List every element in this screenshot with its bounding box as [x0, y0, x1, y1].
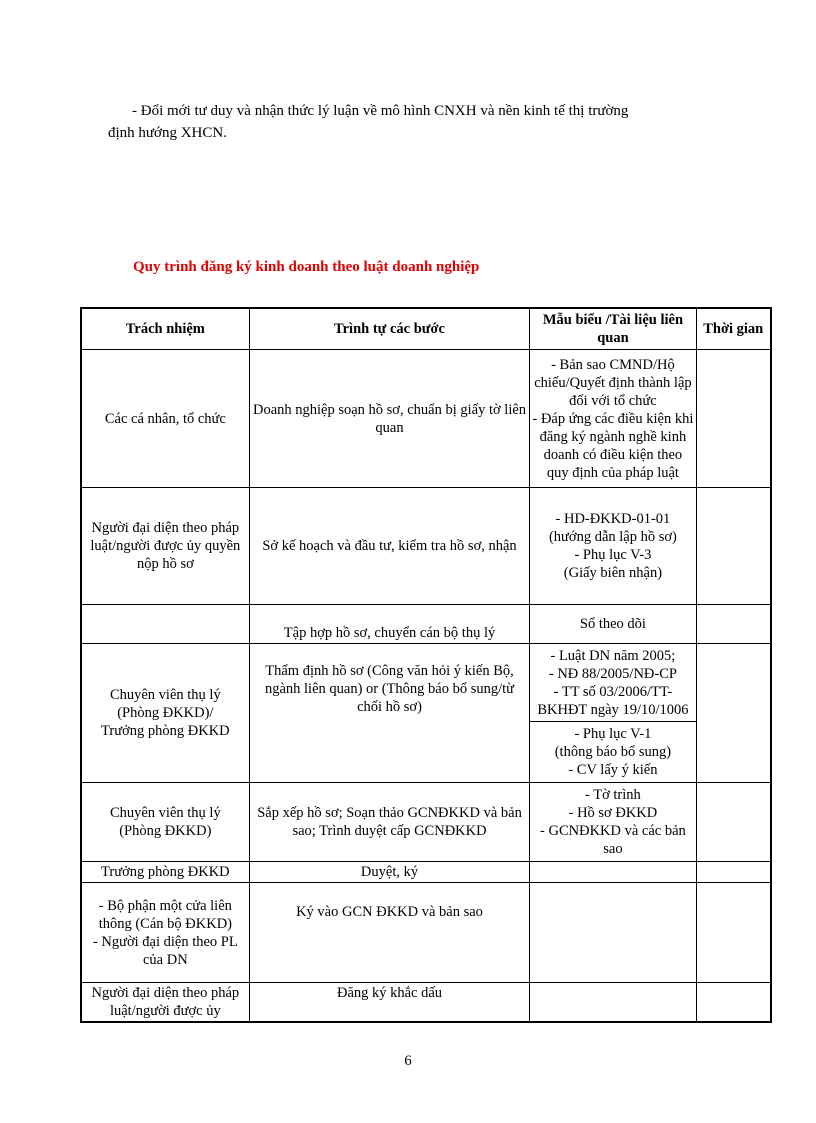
cell-time [696, 488, 771, 605]
table-header-row [81, 308, 771, 350]
intro-line-2: định hướng XHCN. [108, 125, 227, 141]
cell-docs [530, 862, 696, 883]
table-row [81, 488, 771, 605]
cell-responsible: Người đại diện theo pháp luật/người được ủy [81, 983, 249, 1023]
table-row [81, 783, 771, 862]
cell-responsible: Chuyên viên thụ lý (Phòng ĐKKD)/ Trưởng phòng ĐKKD [81, 644, 249, 783]
header-documents: Mẫu biểu /Tài liệu liên quan [530, 308, 696, 350]
cell-docs [530, 883, 696, 983]
header-time: Thời gian [696, 308, 771, 350]
cell-step: Thẩm định hồ sơ (Công văn hỏi ý kiến Bộ, ngành liên quan) or (Thông báo bổ sung/từ chối hồ sơ) [249, 644, 530, 783]
table-row [81, 862, 771, 883]
cell-responsible: Người đại diện theo pháp luật/người được ủy quyền nộp hồ sơ [81, 488, 249, 605]
cell-docs: - Tờ trình - Hồ sơ ĐKKD - GCNĐKKD và các bản sao [530, 783, 696, 862]
table-row [81, 605, 771, 644]
cell-docs [530, 983, 696, 1023]
cell-step: Duyệt, ký [249, 862, 530, 883]
cell-responsible: Trưởng phòng ĐKKD [81, 862, 249, 883]
header-steps: Trình tự các bước [249, 308, 530, 350]
cell-docs: Sổ theo dõi [530, 605, 696, 644]
cell-time [696, 983, 771, 1023]
table-row [81, 350, 771, 488]
section-title: Quy trình đăng ký kinh doanh theo luật doanh nghiệp [133, 259, 480, 275]
table-row [81, 883, 771, 983]
procedure-table [80, 307, 772, 1023]
intro-line-1: - Đổi mới tư duy và nhận thức lý luận về mô hình CNXH và nền kinh tế thị trường [132, 103, 629, 119]
cell-docs: - HD-ĐKKD-01-01 (hướng dẫn lập hồ sơ) - Phụ lục V-3 (Giấy biên nhận) [530, 488, 696, 605]
cell-step: Sở kế hoạch và đầu tư, kiểm tra hồ sơ, nhận [249, 488, 530, 605]
cell-time [696, 783, 771, 862]
cell-time [696, 605, 771, 644]
cell-time [696, 644, 771, 783]
cell-step: Tập hợp hồ sơ, chuyển cán bộ thụ lý [249, 605, 530, 644]
cell-time [696, 883, 771, 983]
cell-responsible [81, 605, 249, 644]
cell-time [696, 862, 771, 883]
cell-step: Sắp xếp hồ sơ; Soạn thảo GCNĐKKD và bản sao; Trình duyệt cấp GCNĐKKD [249, 783, 530, 862]
cell-step: Ký vào GCN ĐKKD và bản sao [249, 883, 530, 983]
cell-time [696, 350, 771, 488]
header-responsibility: Trách nhiệm [81, 308, 249, 350]
intro-paragraph [108, 100, 718, 144]
cell-responsible: Chuyên viên thụ lý (Phòng ĐKKD) [81, 783, 249, 862]
cell-step: Đăng ký khắc dấu [249, 983, 530, 1023]
cell-responsible: Các cá nhân, tổ chức [81, 350, 249, 488]
page-number: 6 [404, 1053, 412, 1069]
cell-docs: - Luật DN năm 2005; - NĐ 88/2005/NĐ-CP - TT số 03/2006/TT-BKHĐT ngày 19/10/1006 [530, 644, 696, 722]
table-row [81, 983, 771, 1023]
cell-step: Doanh nghiệp soạn hồ sơ, chuẩn bị giấy tờ liên quan [249, 350, 530, 488]
cell-docs-continued: - Phụ lục V-1 (thông báo bổ sung) - CV lấy ý kiến [530, 722, 696, 783]
table-row [81, 644, 771, 722]
cell-responsible: - Bộ phận một cửa liên thông (Cán bộ ĐKKD) - Người đại diện theo PL của DN [81, 883, 249, 983]
cell-docs: - Bản sao CMND/Hộ chiếu/Quyết định thành lập đối với tổ chức - Đáp ứng các điều kiện khi đăng ký ngành nghề kinh doanh có điều kiện theo quy định của pháp luật [530, 350, 696, 488]
